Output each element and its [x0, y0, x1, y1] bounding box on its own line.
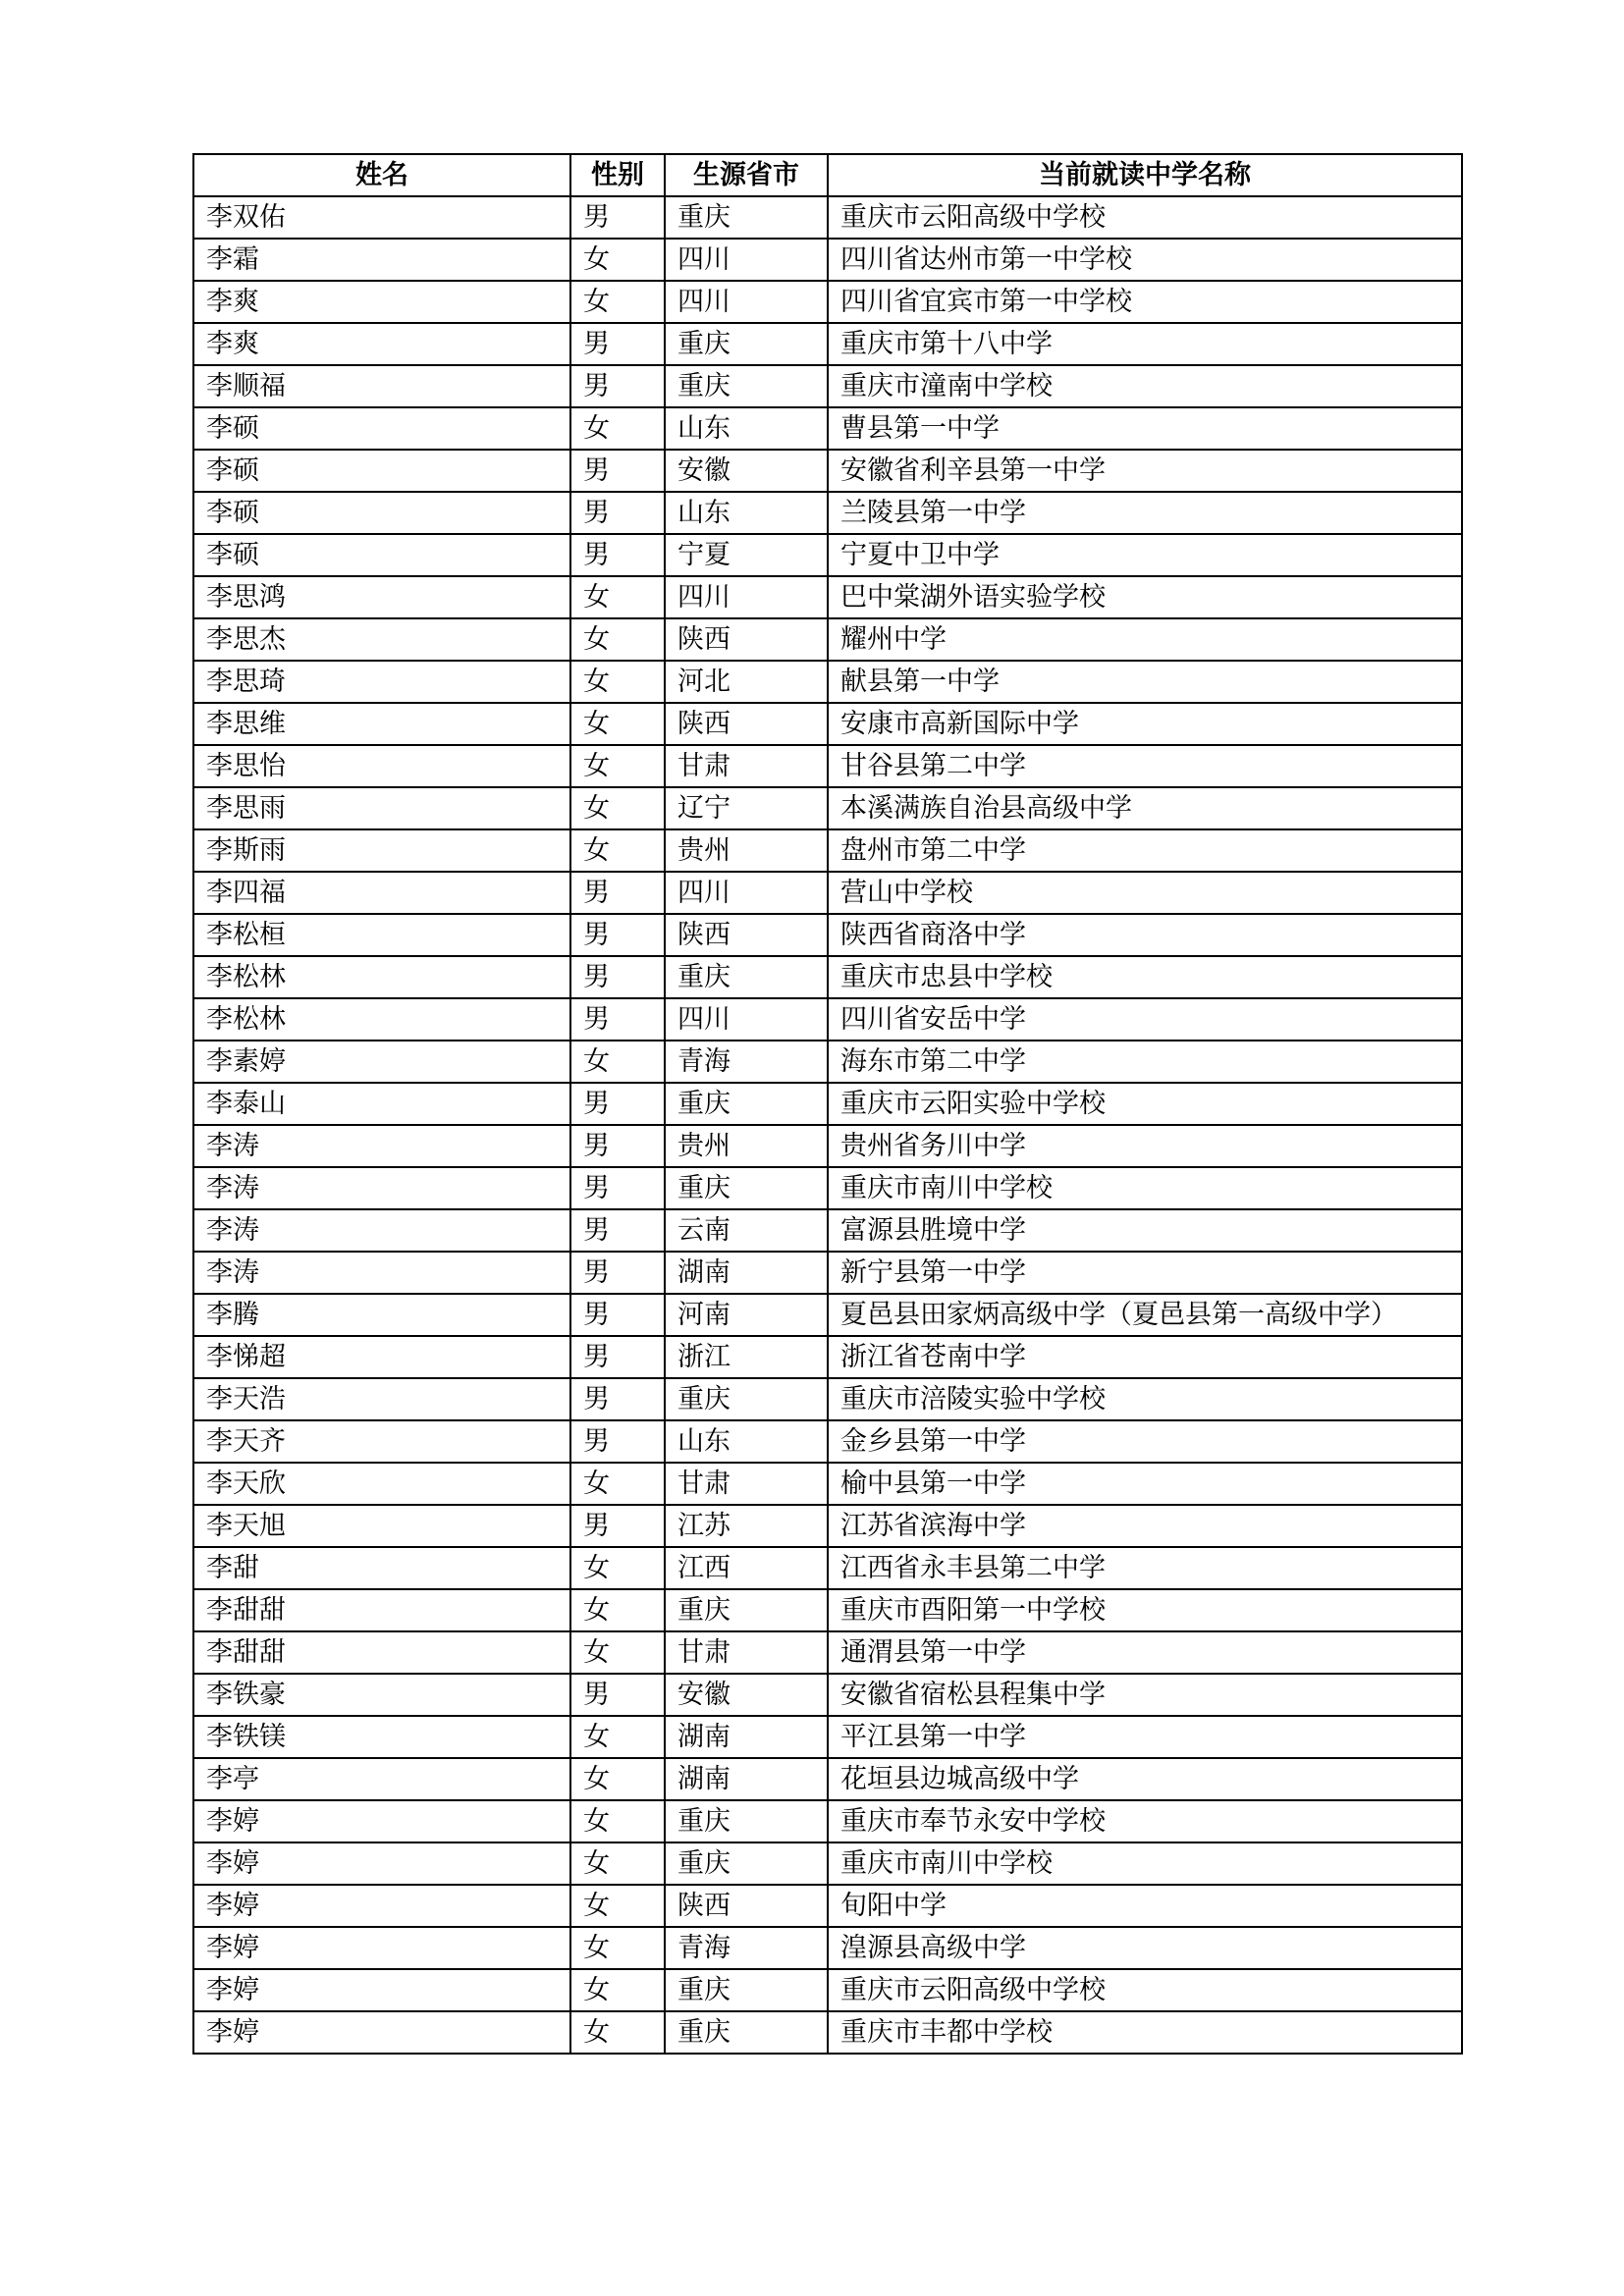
cell-gender: 男	[570, 492, 665, 534]
cell-school: 重庆市忠县中学校	[828, 956, 1462, 998]
cell-gender: 女	[570, 407, 665, 450]
table-row	[193, 914, 1462, 956]
cell-name: 李硕	[193, 492, 570, 534]
cell-school: 四川省达州市第一中学校	[828, 239, 1462, 281]
cell-school: 新宁县第一中学	[828, 1252, 1462, 1294]
cell-name: 李素婷	[193, 1041, 570, 1083]
cell-province: 重庆	[665, 956, 828, 998]
cell-school: 四川省宜宾市第一中学校	[828, 281, 1462, 323]
cell-gender: 男	[570, 1420, 665, 1463]
cell-name: 李腾	[193, 1294, 570, 1336]
cell-school: 兰陵县第一中学	[828, 492, 1462, 534]
header-school: 当前就读中学名称	[828, 154, 1462, 196]
cell-name: 李天欣	[193, 1463, 570, 1505]
cell-name: 李松林	[193, 998, 570, 1041]
cell-school: 重庆市云阳实验中学校	[828, 1083, 1462, 1125]
cell-gender: 男	[570, 872, 665, 914]
table-row	[193, 787, 1462, 829]
table-row	[193, 1842, 1462, 1885]
cell-school: 江西省永丰县第二中学	[828, 1547, 1462, 1589]
cell-gender: 男	[570, 1336, 665, 1378]
cell-gender: 女	[570, 1758, 665, 1800]
cell-name: 李天齐	[193, 1420, 570, 1463]
cell-school: 重庆市涪陵实验中学校	[828, 1378, 1462, 1420]
cell-province: 安徽	[665, 1674, 828, 1716]
table-row	[193, 872, 1462, 914]
cell-province: 重庆	[665, 2011, 828, 2054]
cell-gender: 男	[570, 1252, 665, 1294]
cell-gender: 女	[570, 2011, 665, 2054]
header-row	[193, 154, 1462, 196]
cell-school: 四川省安岳中学	[828, 998, 1462, 1041]
table-row	[193, 1125, 1462, 1167]
cell-school: 旬阳中学	[828, 1885, 1462, 1927]
table-row	[193, 1547, 1462, 1589]
cell-school: 通渭县第一中学	[828, 1631, 1462, 1674]
cell-province: 四川	[665, 998, 828, 1041]
table-row	[193, 618, 1462, 661]
table-row	[193, 407, 1462, 450]
cell-province: 宁夏	[665, 534, 828, 576]
cell-gender: 男	[570, 1294, 665, 1336]
cell-province: 青海	[665, 1041, 828, 1083]
cell-name: 李铁豪	[193, 1674, 570, 1716]
cell-name: 李思杰	[193, 618, 570, 661]
cell-school: 湟源县高级中学	[828, 1927, 1462, 1969]
table-row	[193, 1252, 1462, 1294]
table-header	[193, 154, 1462, 196]
cell-gender: 男	[570, 1378, 665, 1420]
cell-school: 海东市第二中学	[828, 1041, 1462, 1083]
cell-gender: 女	[570, 1463, 665, 1505]
cell-gender: 男	[570, 450, 665, 492]
cell-school: 重庆市南川中学校	[828, 1167, 1462, 1209]
cell-name: 李思鸿	[193, 576, 570, 618]
cell-province: 河北	[665, 661, 828, 703]
cell-name: 李甜甜	[193, 1631, 570, 1674]
header-gender: 性别	[570, 154, 665, 196]
cell-province: 四川	[665, 576, 828, 618]
table-row	[193, 1800, 1462, 1842]
table-body	[193, 196, 1462, 2054]
cell-province: 山东	[665, 1420, 828, 1463]
cell-name: 李爽	[193, 281, 570, 323]
cell-name: 李硕	[193, 450, 570, 492]
cell-province: 浙江	[665, 1336, 828, 1378]
table-row	[193, 492, 1462, 534]
cell-gender: 女	[570, 1842, 665, 1885]
cell-gender: 女	[570, 618, 665, 661]
cell-province: 重庆	[665, 1378, 828, 1420]
cell-province: 重庆	[665, 1083, 828, 1125]
table-row	[193, 829, 1462, 872]
table-row	[193, 703, 1462, 745]
cell-gender: 女	[570, 281, 665, 323]
cell-school: 夏邑县田家炳高级中学（夏邑县第一高级中学）	[828, 1294, 1462, 1336]
cell-gender: 女	[570, 239, 665, 281]
cell-name: 李甜	[193, 1547, 570, 1589]
cell-school: 安徽省宿松县程集中学	[828, 1674, 1462, 1716]
cell-province: 重庆	[665, 196, 828, 239]
cell-name: 李硕	[193, 534, 570, 576]
cell-province: 重庆	[665, 1167, 828, 1209]
cell-province: 陕西	[665, 703, 828, 745]
cell-school: 重庆市酉阳第一中学校	[828, 1589, 1462, 1631]
table-row	[193, 365, 1462, 407]
cell-name: 李婷	[193, 1842, 570, 1885]
cell-province: 贵州	[665, 1125, 828, 1167]
cell-gender: 男	[570, 956, 665, 998]
cell-name: 李爽	[193, 323, 570, 365]
cell-name: 李涛	[193, 1125, 570, 1167]
cell-name: 李硕	[193, 407, 570, 450]
cell-school: 重庆市第十八中学	[828, 323, 1462, 365]
cell-gender: 男	[570, 323, 665, 365]
cell-gender: 女	[570, 1041, 665, 1083]
cell-name: 李顺福	[193, 365, 570, 407]
cell-province: 四川	[665, 281, 828, 323]
cell-school: 献县第一中学	[828, 661, 1462, 703]
table-row	[193, 745, 1462, 787]
cell-school: 营山中学校	[828, 872, 1462, 914]
cell-name: 李婷	[193, 1800, 570, 1842]
cell-name: 李四福	[193, 872, 570, 914]
cell-school: 重庆市云阳高级中学校	[828, 1969, 1462, 2011]
cell-school: 安徽省利辛县第一中学	[828, 450, 1462, 492]
cell-province: 湖南	[665, 1758, 828, 1800]
table-row	[193, 1758, 1462, 1800]
cell-name: 李思怡	[193, 745, 570, 787]
table-row	[193, 534, 1462, 576]
table-row	[193, 661, 1462, 703]
cell-school: 巴中棠湖外语实验学校	[828, 576, 1462, 618]
cell-name: 李亭	[193, 1758, 570, 1800]
cell-province: 山东	[665, 407, 828, 450]
table-row	[193, 1463, 1462, 1505]
table-row	[193, 1505, 1462, 1547]
cell-province: 甘肃	[665, 1631, 828, 1674]
cell-name: 李涛	[193, 1167, 570, 1209]
cell-province: 重庆	[665, 365, 828, 407]
cell-school: 曹县第一中学	[828, 407, 1462, 450]
cell-gender: 男	[570, 196, 665, 239]
cell-province: 重庆	[665, 1969, 828, 2011]
cell-province: 重庆	[665, 323, 828, 365]
header-province: 生源省市	[665, 154, 828, 196]
table-row	[193, 1294, 1462, 1336]
cell-gender: 女	[570, 1589, 665, 1631]
cell-school: 甘谷县第二中学	[828, 745, 1462, 787]
cell-school: 花垣县边城高级中学	[828, 1758, 1462, 1800]
cell-gender: 男	[570, 534, 665, 576]
table-row	[193, 2011, 1462, 2054]
cell-gender: 男	[570, 1167, 665, 1209]
cell-gender: 女	[570, 1927, 665, 1969]
cell-school: 榆中县第一中学	[828, 1463, 1462, 1505]
cell-province: 甘肃	[665, 745, 828, 787]
cell-name: 李天浩	[193, 1378, 570, 1420]
cell-province: 安徽	[665, 450, 828, 492]
cell-school: 重庆市丰都中学校	[828, 2011, 1462, 2054]
table-row	[193, 576, 1462, 618]
table-row	[193, 450, 1462, 492]
cell-gender: 男	[570, 998, 665, 1041]
cell-gender: 女	[570, 1547, 665, 1589]
cell-gender: 男	[570, 1083, 665, 1125]
cell-name: 李泰山	[193, 1083, 570, 1125]
cell-province: 辽宁	[665, 787, 828, 829]
cell-gender: 男	[570, 1209, 665, 1252]
cell-province: 河南	[665, 1294, 828, 1336]
cell-gender: 男	[570, 1505, 665, 1547]
cell-name: 李婷	[193, 1927, 570, 1969]
cell-province: 贵州	[665, 829, 828, 872]
cell-school: 陕西省商洛中学	[828, 914, 1462, 956]
table-row	[193, 1420, 1462, 1463]
cell-name: 李双佑	[193, 196, 570, 239]
table-row	[193, 1209, 1462, 1252]
cell-school: 平江县第一中学	[828, 1716, 1462, 1758]
cell-school: 浙江省苍南中学	[828, 1336, 1462, 1378]
cell-province: 湖南	[665, 1252, 828, 1294]
cell-province: 重庆	[665, 1842, 828, 1885]
table-row	[193, 239, 1462, 281]
table-row	[193, 1969, 1462, 2011]
cell-gender: 男	[570, 1125, 665, 1167]
cell-gender: 男	[570, 1674, 665, 1716]
cell-gender: 女	[570, 1716, 665, 1758]
cell-province: 重庆	[665, 1589, 828, 1631]
table-row	[193, 1716, 1462, 1758]
cell-province: 四川	[665, 872, 828, 914]
table-row	[193, 1041, 1462, 1083]
cell-name: 李悌超	[193, 1336, 570, 1378]
cell-school: 重庆市南川中学校	[828, 1842, 1462, 1885]
cell-name: 李松林	[193, 956, 570, 998]
table-row	[193, 1378, 1462, 1420]
table-row	[193, 196, 1462, 239]
table-row	[193, 281, 1462, 323]
cell-name: 李思维	[193, 703, 570, 745]
cell-gender: 女	[570, 1631, 665, 1674]
cell-name: 李涛	[193, 1252, 570, 1294]
cell-name: 李思琦	[193, 661, 570, 703]
cell-province: 陕西	[665, 618, 828, 661]
cell-province: 山东	[665, 492, 828, 534]
student-roster-table	[192, 153, 1463, 2055]
cell-school: 富源县胜境中学	[828, 1209, 1462, 1252]
cell-school: 本溪满族自治县高级中学	[828, 787, 1462, 829]
cell-name: 李涛	[193, 1209, 570, 1252]
cell-province: 陕西	[665, 1885, 828, 1927]
cell-gender: 男	[570, 914, 665, 956]
cell-school: 江苏省滨海中学	[828, 1505, 1462, 1547]
cell-gender: 女	[570, 703, 665, 745]
cell-name: 李思雨	[193, 787, 570, 829]
cell-gender: 女	[570, 787, 665, 829]
cell-province: 江苏	[665, 1505, 828, 1547]
table-row	[193, 1674, 1462, 1716]
cell-name: 李天旭	[193, 1505, 570, 1547]
cell-school: 重庆市云阳高级中学校	[828, 196, 1462, 239]
cell-province: 四川	[665, 239, 828, 281]
cell-gender: 男	[570, 365, 665, 407]
cell-province: 陕西	[665, 914, 828, 956]
table-row	[193, 956, 1462, 998]
cell-school: 安康市高新国际中学	[828, 703, 1462, 745]
cell-province: 湖南	[665, 1716, 828, 1758]
cell-province: 甘肃	[665, 1463, 828, 1505]
cell-gender: 女	[570, 576, 665, 618]
cell-province: 重庆	[665, 1800, 828, 1842]
cell-gender: 女	[570, 1969, 665, 2011]
cell-name: 李松桓	[193, 914, 570, 956]
cell-name: 李甜甜	[193, 1589, 570, 1631]
header-name: 姓名	[193, 154, 570, 196]
table-row	[193, 1589, 1462, 1631]
table-row	[193, 1167, 1462, 1209]
cell-province: 青海	[665, 1927, 828, 1969]
cell-school: 盘州市第二中学	[828, 829, 1462, 872]
cell-school: 重庆市潼南中学校	[828, 365, 1462, 407]
table-row	[193, 323, 1462, 365]
cell-school: 宁夏中卫中学	[828, 534, 1462, 576]
table-row	[193, 1336, 1462, 1378]
cell-school: 金乡县第一中学	[828, 1420, 1462, 1463]
cell-school: 贵州省务川中学	[828, 1125, 1462, 1167]
cell-name: 李婷	[193, 2011, 570, 2054]
cell-name: 李斯雨	[193, 829, 570, 872]
table-row	[193, 998, 1462, 1041]
cell-name: 李霜	[193, 239, 570, 281]
table-row	[193, 1083, 1462, 1125]
cell-province: 江西	[665, 1547, 828, 1589]
cell-province: 云南	[665, 1209, 828, 1252]
cell-name: 李婷	[193, 1885, 570, 1927]
table-row	[193, 1885, 1462, 1927]
cell-name: 李铁镁	[193, 1716, 570, 1758]
table-row	[193, 1631, 1462, 1674]
cell-school: 重庆市奉节永安中学校	[828, 1800, 1462, 1842]
cell-gender: 女	[570, 1885, 665, 1927]
table-row	[193, 1927, 1462, 1969]
cell-school: 耀州中学	[828, 618, 1462, 661]
cell-gender: 女	[570, 745, 665, 787]
cell-gender: 女	[570, 661, 665, 703]
cell-name: 李婷	[193, 1969, 570, 2011]
cell-gender: 女	[570, 829, 665, 872]
cell-gender: 女	[570, 1800, 665, 1842]
